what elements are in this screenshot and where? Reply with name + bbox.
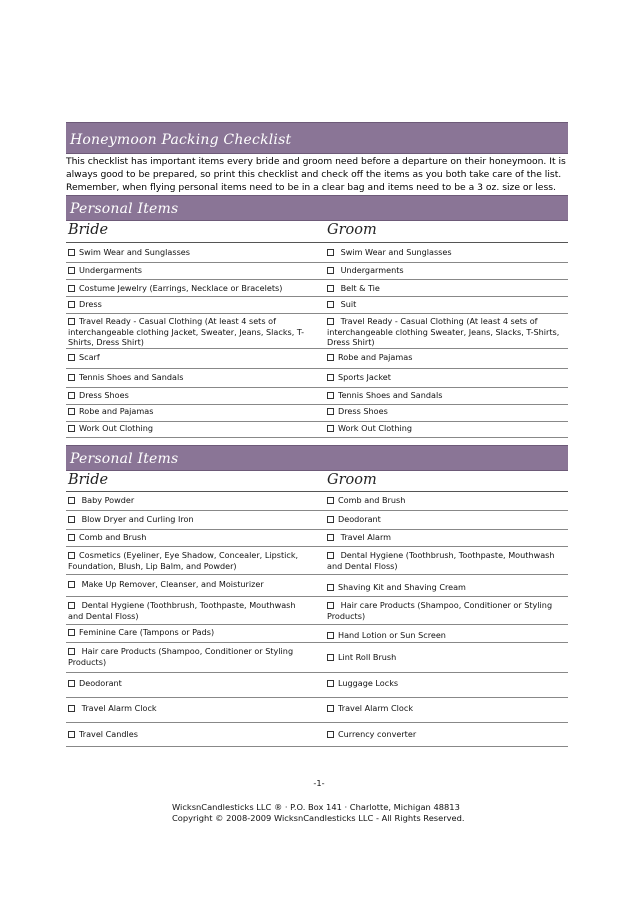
row-divider xyxy=(66,368,568,369)
item-label: Costume Jewelry (Earrings, Necklace or Bracelets) xyxy=(79,283,283,293)
item-label: Work Out Clothing xyxy=(79,423,153,433)
section2-title: Personal Items xyxy=(70,451,179,467)
bride-checklist-item xyxy=(68,579,304,590)
item-label: Hair care Products (Shampoo, Conditioner or Styling Products) xyxy=(68,646,294,667)
item-label: Undergarments xyxy=(338,265,404,275)
item-label: Sports Jacket xyxy=(338,372,391,382)
item-label: Deodorant xyxy=(79,678,122,688)
checkbox[interactable] xyxy=(68,516,75,523)
checkbox[interactable] xyxy=(327,374,334,381)
section1-bride-heading: Bride xyxy=(68,222,109,238)
heading-rule xyxy=(66,491,568,492)
item-label: Currency converter xyxy=(338,729,417,739)
item-label: Luggage Locks xyxy=(338,678,399,688)
section1-title: Personal Items xyxy=(70,201,179,217)
groom-checklist-item xyxy=(327,652,567,663)
item-label: Travel Ready - Casual Clothing (At least 4 sets of interchangeable clothing Sweater, Jeans, Slacks, T-Shirts, Dress Shirt) xyxy=(327,316,560,348)
item-label: Work Out Clothing xyxy=(338,423,412,433)
checkbox[interactable] xyxy=(327,705,334,712)
section2-groom-heading: Groom xyxy=(327,472,377,488)
item-label: Scarf xyxy=(79,352,100,362)
checkbox[interactable] xyxy=(68,408,75,415)
item-label: Dress xyxy=(79,299,102,309)
bride-checklist-item xyxy=(68,247,304,258)
groom-checklist-item xyxy=(327,550,567,571)
checkbox[interactable] xyxy=(327,392,334,399)
groom-checklist-item xyxy=(327,299,567,310)
checkbox[interactable] xyxy=(68,354,75,361)
bride-checklist-item xyxy=(68,550,304,571)
groom-checklist-item xyxy=(327,316,567,348)
item-label: Hand Lotion or Sun Screen xyxy=(338,630,446,640)
checkbox[interactable] xyxy=(327,318,334,325)
item-label: Lint Roll Brush xyxy=(338,652,397,662)
item-label: Belt & Tie xyxy=(338,283,380,293)
bride-checklist-item xyxy=(68,406,304,417)
item-label: Blow Dryer and Curling Iron xyxy=(79,514,194,524)
bride-checklist-item xyxy=(68,627,304,638)
bride-checklist-item xyxy=(68,316,304,348)
section2-band xyxy=(66,445,568,471)
checkbox[interactable] xyxy=(68,629,75,636)
item-label: Deodorant xyxy=(338,514,381,524)
checkbox[interactable] xyxy=(68,392,75,399)
bride-checklist-item xyxy=(68,265,304,276)
item-label: Suit xyxy=(338,299,357,309)
groom-checklist-item xyxy=(327,406,567,417)
bride-checklist-item xyxy=(68,729,304,740)
row-divider xyxy=(66,279,568,280)
checkbox[interactable] xyxy=(327,497,334,504)
checkbox[interactable] xyxy=(327,602,334,609)
item-label: Travel Candles xyxy=(79,729,138,739)
groom-checklist-item xyxy=(327,247,567,258)
groom-checklist-item xyxy=(327,582,567,593)
bride-checklist-item xyxy=(68,352,304,363)
checkbox[interactable] xyxy=(68,285,75,292)
bride-checklist-item xyxy=(68,703,304,714)
groom-checklist-item xyxy=(327,265,567,276)
checkbox[interactable] xyxy=(68,648,75,655)
checkbox[interactable] xyxy=(68,680,75,687)
item-label: Cosmetics (Eyeliner, Eye Shadow, Concealer, Lipstick, Foundation, Blush, Lip Balm, and Powder) xyxy=(68,550,299,571)
checkbox[interactable] xyxy=(68,552,75,559)
item-label: Robe and Pajamas xyxy=(338,352,413,362)
heading-rule xyxy=(66,242,568,243)
row-divider xyxy=(66,313,568,314)
item-label: Shaving Kit and Shaving Cream xyxy=(338,582,466,592)
bride-checklist-item xyxy=(68,390,304,401)
bride-checklist-item xyxy=(68,372,304,383)
item-label: Dress Shoes xyxy=(79,390,129,400)
row-divider xyxy=(66,387,568,388)
item-label: Comb and Brush xyxy=(338,495,406,505)
groom-checklist-item xyxy=(327,283,567,294)
row-divider xyxy=(66,437,568,438)
section1-band xyxy=(66,195,568,221)
item-label: Robe and Pajamas xyxy=(79,406,154,416)
checkbox[interactable] xyxy=(327,425,334,432)
checkbox[interactable] xyxy=(327,534,334,541)
page-title: Honeymoon Packing Checklist xyxy=(70,132,292,148)
groom-checklist-item xyxy=(327,390,567,401)
checkbox[interactable] xyxy=(327,632,334,639)
row-divider xyxy=(66,624,568,625)
checkbox[interactable] xyxy=(68,267,75,274)
checkbox[interactable] xyxy=(327,301,334,308)
row-divider xyxy=(66,546,568,547)
bride-checklist-item xyxy=(68,678,304,689)
item-label: Make Up Remover, Cleanser, and Moisturizer xyxy=(79,579,264,589)
row-divider xyxy=(66,596,568,597)
checkbox[interactable] xyxy=(327,285,334,292)
checkbox[interactable] xyxy=(68,425,75,432)
row-divider xyxy=(66,574,568,575)
item-label: Swim Wear and Sunglasses xyxy=(79,247,191,257)
item-label: Dental Hygiene (Toothbrush, Toothpaste, Mouthwash and Dental Floss) xyxy=(327,550,555,571)
row-divider xyxy=(66,404,568,405)
checkbox[interactable] xyxy=(327,584,334,591)
checkbox[interactable] xyxy=(68,602,75,609)
footer-copyright: Copyright © 2008-2009 WicksnCandlesticks LLC - All Rights Reserved. xyxy=(172,813,465,823)
bride-checklist-item xyxy=(68,495,304,506)
checkbox[interactable] xyxy=(68,301,75,308)
row-divider xyxy=(66,510,568,511)
bride-checklist-item xyxy=(68,514,304,525)
item-label: Comb and Brush xyxy=(79,532,147,542)
bride-checklist-item xyxy=(68,532,304,543)
groom-checklist-item xyxy=(327,532,567,543)
checkbox[interactable] xyxy=(327,552,334,559)
checkbox[interactable] xyxy=(327,354,334,361)
checkbox[interactable] xyxy=(68,731,75,738)
item-label: Swim Wear and Sunglasses xyxy=(338,247,452,257)
checkbox[interactable] xyxy=(327,680,334,687)
bride-checklist-item xyxy=(68,423,304,434)
groom-checklist-item xyxy=(327,352,567,363)
groom-checklist-item xyxy=(327,703,567,714)
item-label: Undergarments xyxy=(79,265,143,275)
row-divider xyxy=(66,529,568,530)
checkbox[interactable] xyxy=(68,318,75,325)
row-divider xyxy=(66,672,568,673)
bride-checklist-item xyxy=(68,283,304,294)
checkbox[interactable] xyxy=(68,705,75,712)
bride-checklist-item xyxy=(68,299,304,310)
checkbox[interactable] xyxy=(327,654,334,661)
row-divider xyxy=(66,421,568,422)
checkbox[interactable] xyxy=(68,534,75,541)
row-divider xyxy=(66,722,568,723)
row-divider xyxy=(66,746,568,747)
item-label: Travel Alarm Clock xyxy=(79,703,157,713)
checkbox[interactable] xyxy=(327,516,334,523)
item-label: Feminine Care (Tampons or Pads) xyxy=(79,627,215,637)
section2-bride-heading: Bride xyxy=(68,472,109,488)
item-label: Tennis Shoes and Sandals xyxy=(338,390,443,400)
title-band xyxy=(66,122,568,154)
item-label: Travel Ready - Casual Clothing (At least 4 sets of interchangeable clothing Jacket, Sweater, Jeans, Slacks, T-Shirts, Dress Shirt) xyxy=(68,316,305,348)
groom-checklist-item xyxy=(327,423,567,434)
section1-groom-heading: Groom xyxy=(327,222,377,238)
groom-checklist-item xyxy=(327,372,567,383)
groom-checklist-item xyxy=(327,729,567,740)
checkbox[interactable] xyxy=(327,267,334,274)
page-number: -1- xyxy=(313,778,325,788)
row-divider xyxy=(66,296,568,297)
checkbox[interactable] xyxy=(68,581,75,588)
footer-address: WicksnCandlesticks LLC ® · P.O. Box 141 · Charlotte, Michigan 48813 xyxy=(172,802,460,812)
row-divider xyxy=(66,348,568,349)
checkbox[interactable] xyxy=(327,249,334,256)
item-label: Travel Alarm xyxy=(338,532,392,542)
groom-checklist-item xyxy=(327,514,567,525)
item-label: Hair care Products (Shampoo, Conditioner or Styling Products) xyxy=(327,600,553,621)
checkbox[interactable] xyxy=(68,374,75,381)
item-label: Dress Shoes xyxy=(338,406,388,416)
groom-checklist-item xyxy=(327,495,567,506)
groom-checklist-item xyxy=(327,630,567,641)
item-label: Tennis Shoes and Sandals xyxy=(79,372,184,382)
bride-checklist-item xyxy=(68,646,304,667)
item-label: Baby Powder xyxy=(79,495,135,505)
intro-text: This checklist has important items every bride and groom need before a departure on their honeymoon. It is always good to be prepared, so print this checklist and check off the items as you both take care of the list. Remember, when flying personal items need to be in a clear bag and items need to be a 3 oz. size or less. xyxy=(66,156,566,194)
row-divider xyxy=(66,262,568,263)
groom-checklist-item xyxy=(327,678,567,689)
row-divider xyxy=(66,697,568,698)
item-label: Travel Alarm Clock xyxy=(338,703,414,713)
bride-checklist-item xyxy=(68,600,304,621)
groom-checklist-item xyxy=(327,600,567,621)
checkbox[interactable] xyxy=(327,408,334,415)
row-divider xyxy=(66,642,568,643)
checkbox[interactable] xyxy=(327,731,334,738)
checkbox[interactable] xyxy=(68,249,75,256)
item-label: Dental Hygiene (Toothbrush, Toothpaste, Mouthwash and Dental Floss) xyxy=(68,600,296,621)
checkbox[interactable] xyxy=(68,497,75,504)
